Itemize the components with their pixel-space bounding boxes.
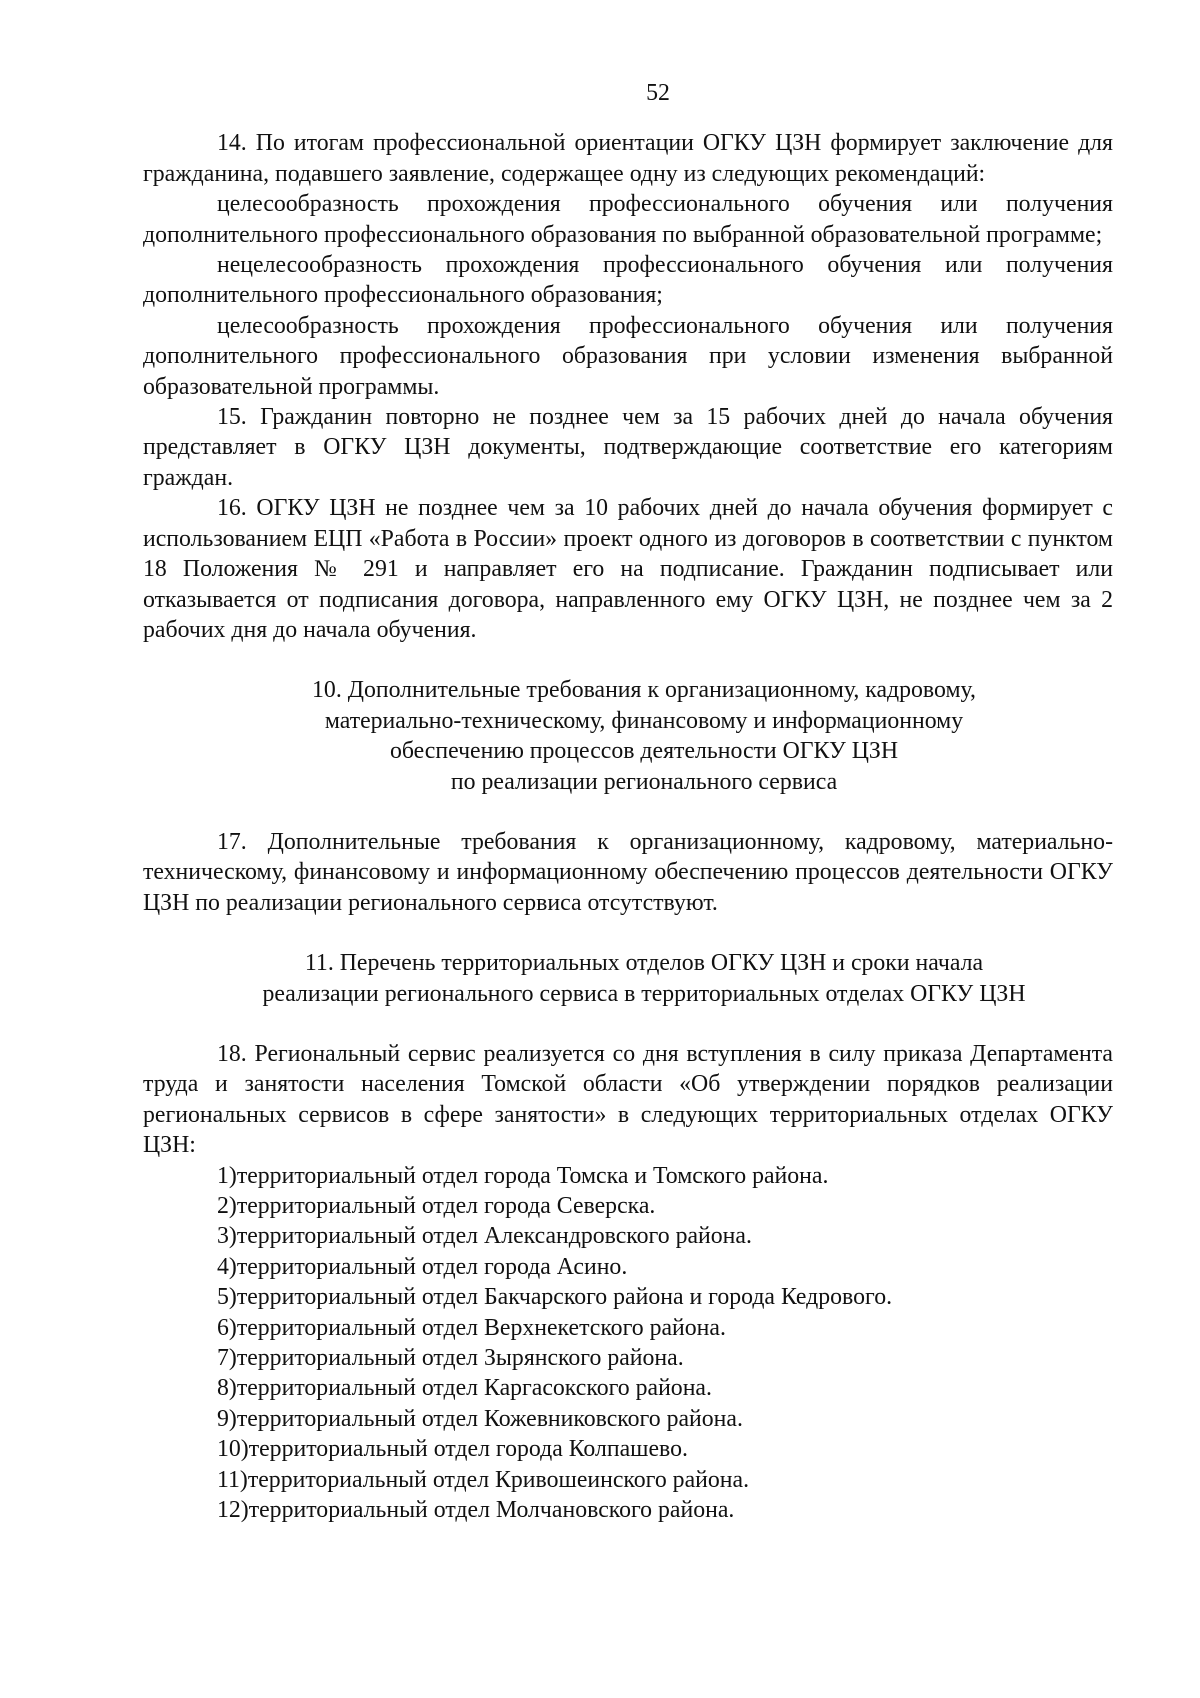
heading-line: материально-техническому, финансовому и информационному xyxy=(324,707,964,734)
paragraph-17: 17. Дополнительные требования к организационному, кадровому, материально-техническому, финансовому и информационному обеспечению процессов деятельности ОГКУ ЦЗН по реализации регионального сервиса отсутствуют. xyxy=(143,828,1113,916)
heading-line: реализации регионального сервиса в территориальных отделах ОГКУ ЦЗН xyxy=(262,980,1026,1007)
page-number: 52 xyxy=(646,80,670,106)
list-item: 9)территориальный отдел Кожевниковского района. xyxy=(217,1405,743,1432)
heading-line: 10. Дополнительные требования к организационному, кадровому, xyxy=(312,677,976,704)
list-item: 12)территориальный отдел Молчановского района. xyxy=(217,1497,735,1524)
paragraph-15: 15. Гражданин повторно не позднее чем за 15 рабочих дней до начала обучения представляет в ОГКУ ЦЗН документы, подтверждающие соответствие его категориям граждан. xyxy=(143,404,1113,491)
paragraph-14: 14. По итогам профессиональной ориентации ОГКУ ЦЗН формирует заключение для гражданина, подавшего заявление, содержащее одну из следующих рекомендаций: xyxy=(143,130,1113,187)
section-11-heading xyxy=(143,948,1113,1009)
paragraph-18: 18. Региональный сервис реализуется со дня вступления в силу приказа Департамента труда и занятости населения Томской области «Об утверждении порядков реализации региональных сервисов в сфере занятости» в следующих территориальных отделах ОГКУ ЦЗН: xyxy=(143,1040,1113,1159)
list-item: 8)территориальный отдел Каргасокского района. xyxy=(217,1375,712,1402)
document-page xyxy=(143,78,1113,1525)
recommendation-2: нецелесообразность прохождения профессионального обучения или получения дополнительного профессионального образования; xyxy=(143,252,1113,309)
list-item: 6)территориальный отдел Верхнекетского района. xyxy=(217,1314,726,1341)
list-item: 11)территориальный отдел Кривошеинского района. xyxy=(217,1466,750,1493)
recommendation-3: целесообразность прохождения профессионального обучения или получения дополнительного профессионального образования при условии изменения выбранной образовательной программы. xyxy=(143,312,1113,400)
heading-line: обеспечению процессов деятельности ОГКУ ЦЗН xyxy=(389,738,899,765)
territorial-offices-list xyxy=(143,1161,1113,1526)
list-item: 2)территориальный отдел города Северска. xyxy=(217,1193,656,1219)
heading-line: по реализации регионального сервиса xyxy=(450,768,838,795)
list-item: 10)территориальный отдел города Колпашево. xyxy=(217,1436,688,1463)
list-item: 1)территориальный отдел города Томска и Томского района. xyxy=(217,1162,829,1189)
heading-line: 11. Перечень территориальных отделов ОГКУ ЦЗН и сроки начала xyxy=(304,950,984,977)
list-item: 7)территориальный отдел Зырянского района. xyxy=(217,1345,684,1372)
list-item: 3)территориальный отдел Александровского района. xyxy=(217,1223,752,1250)
paragraph-16: 16. ОГКУ ЦЗН не позднее чем за 10 рабочих дней до начала обучения формирует с использованием ЕЦП «Работа в России» проект одного из договоров в соответствии с пунктом 18 Положения № 291 и направляет его на подписание. Гражданин подписывает или отказывается от подписания договора, направленного ему ОГКУ ЦЗН, не позднее чем за 2 рабочих дня до начала обучения. xyxy=(143,495,1113,643)
list-item: 5)территориальный отдел Бакчарского района и города Кедрового. xyxy=(217,1284,893,1311)
list-item: 4)территориальный отдел города Асино. xyxy=(217,1253,628,1280)
section-10-heading xyxy=(143,675,1113,797)
recommendation-1: целесообразность прохождения профессионального обучения или получения дополнительного профессионального образования по выбранной образовательной программе; xyxy=(143,191,1113,248)
